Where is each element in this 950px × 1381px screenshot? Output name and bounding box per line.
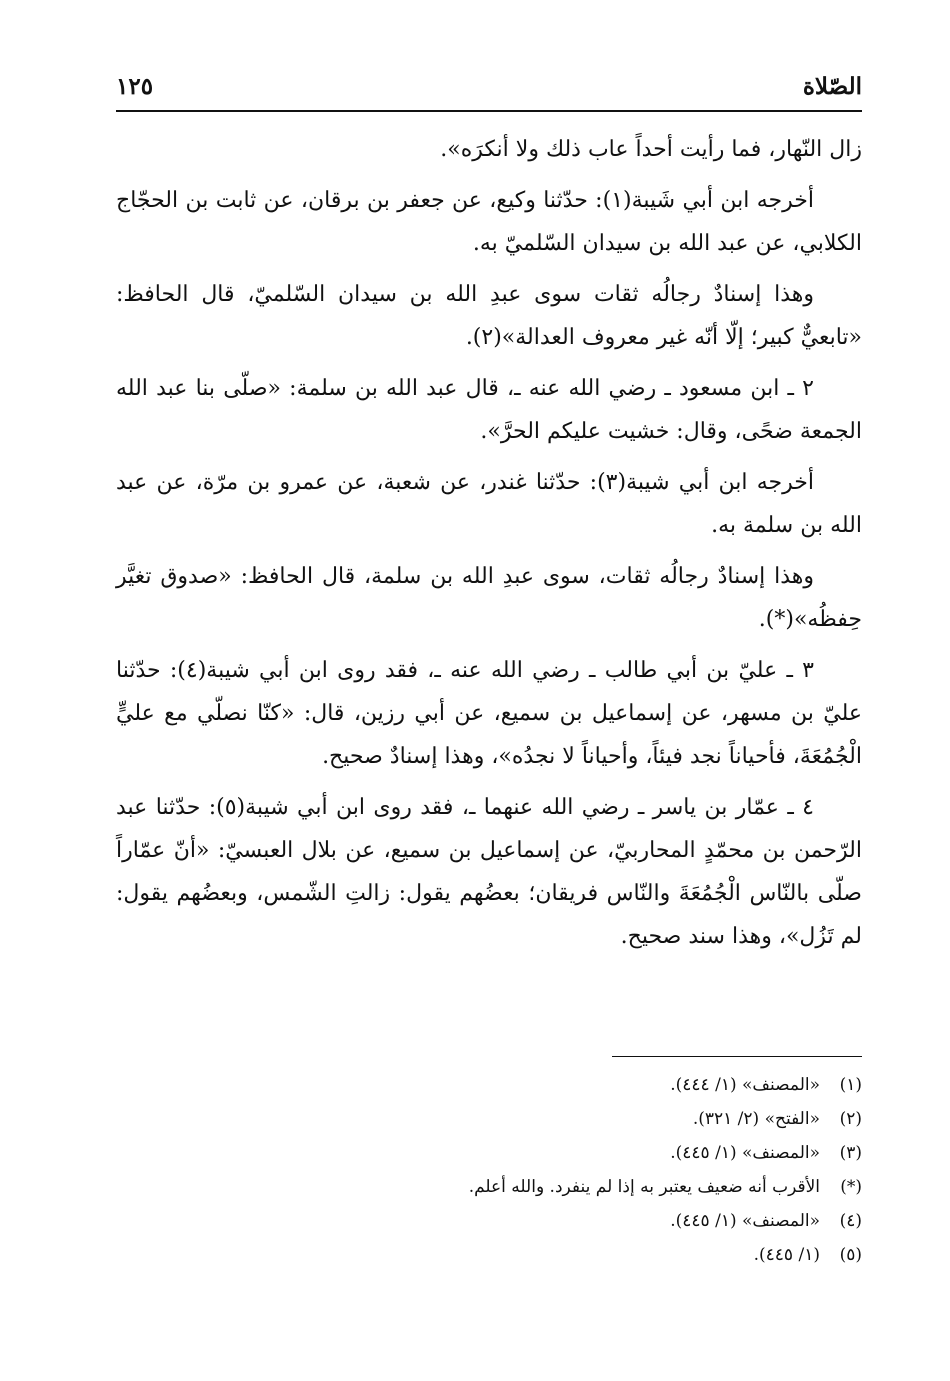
footnote-text: «المصنف» (١/ ٤٤٥).	[670, 1211, 820, 1231]
paragraph: ٣ ـ عليّ بن أبي طالب ـ رضي الله عنه ـ، فقد روى ابن أبي شيبة(٤): حدّثنا عليّ بن مسهر، عن إسماعيل بن سميع، عن أبي رزين، قال: «كنّا نصلّي مع عليٍّ الْجُمُعَةَ، فأحياناً نجد فيئاً، وأحياناً لا نجدُه»، وهذا إسنادٌ صحيح.	[116, 658, 862, 769]
paragraph-continuation: زال النّهار، فما رأيت أحداً عاب ذلك ولا أنكرَه».	[440, 137, 862, 162]
footnote-text: «المصنف» (١/ ٤٤٥).	[670, 1143, 820, 1163]
footnote-marker: (٣)	[839, 1143, 862, 1163]
footnote	[116, 1102, 862, 1136]
footnote	[116, 1204, 862, 1238]
footnotes	[116, 1068, 862, 1272]
paragraph: أخرجه ابن أبي شيبة(٣): حدّثنا غندر، عن شعبة، عن عمرو بن مرّة، عن عبد الله بن سلمة به.	[116, 470, 862, 538]
paragraph: أخرجه ابن أبي شَيبة(١): حدّثنا وكيع، عن جعفر بن برقان، عن ثابت بن الحجّاج الكلابي، عن عبد الله بن سيدان السّلميّ به.	[116, 188, 862, 256]
paragraph: وهذا إسنادٌ رجالُه ثقات، سوى عبدِ الله بن سلمة، قال الحافظ: «صدوق تغيَّر حِفظُه»(*).	[116, 564, 862, 632]
footnote	[116, 1136, 862, 1170]
footnote-text: «المصنف» (١/ ٤٤٤).	[670, 1075, 820, 1095]
paragraph: وهذا إسنادٌ رجالُه ثقات سوى عبدِ الله بن سيدان السّلميّ، قال الحافظ: «تابعيٌّ كبير؛ إلّا أنّه غير معروف العدالة»(٢).	[116, 282, 862, 350]
footnote-text: الأقرب أنه ضعيف يعتبر به إذا لم ينفرد. والله أعلم.	[468, 1177, 820, 1197]
running-header	[116, 66, 862, 106]
footnote-marker: (١)	[839, 1075, 862, 1095]
footnote	[116, 1068, 862, 1102]
main-text	[116, 128, 862, 966]
footnote-marker: (٥)	[839, 1245, 862, 1265]
paragraph: ٤ ـ عمّار بن ياسر ـ رضي الله عنهما ـ، فقد روى ابن أبي شيبة(٥): حدّثنا عبد الرّحمن بن محمّدٍ المحاربيّ، عن إسماعيل بن سميع، عن بلال العبسيّ: «أنّ عمّاراً صلّى بالنّاس الْجُمُعَةَ والنّاس فريقان؛ بعضُهم يقول: زالتِ الشّمس، وبعضُهم يقول: لم تَزُل»، وهذا سند صحيح.	[116, 795, 862, 949]
footnote-text: (١/ ٤٤٥).	[753, 1245, 820, 1265]
footnote	[116, 1170, 862, 1204]
footnote-marker: (٢)	[839, 1109, 862, 1129]
page-number: ١٢٥	[116, 72, 154, 100]
footnote-text: «الفتح» (٢/ ٣٢١).	[692, 1109, 820, 1129]
chapter-title: الصّلاة	[802, 72, 862, 100]
footnote-divider	[612, 1056, 862, 1057]
footnote-marker: (*)	[840, 1177, 862, 1197]
header-divider	[116, 110, 862, 112]
footnote	[116, 1238, 862, 1272]
paragraph: ٢ ـ ابن مسعود ـ رضي الله عنه ـ، قال عبد الله بن سلمة: «صلّى بنا عبد الله الجمعة ضحًى، وقال: خشيت عليكم الحرَّ».	[116, 376, 862, 444]
footnote-marker: (٤)	[839, 1211, 862, 1231]
